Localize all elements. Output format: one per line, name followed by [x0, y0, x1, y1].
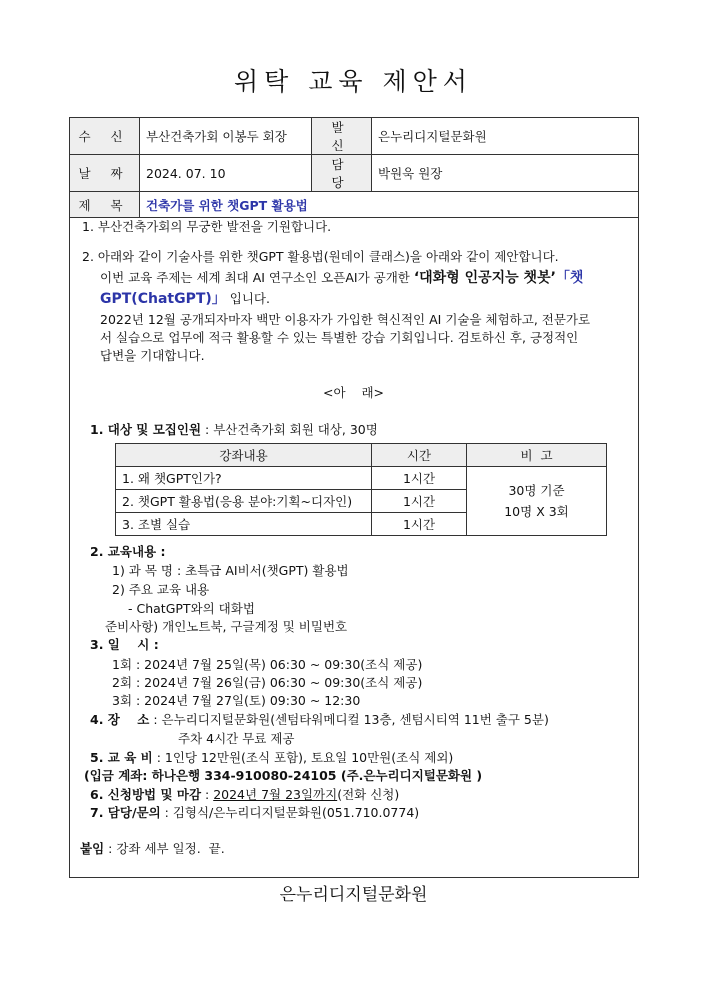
paragraph-1: 1. 부산건축가회의 무궁한 발전을 기원합니다.: [82, 219, 332, 234]
section-6: [90, 785, 399, 804]
section-5-text: : 1인당 12만원(조식 포함), 토요일 10만원(조식 제외): [152, 750, 454, 765]
section-7-text: : 김형식/은누리디지털문화원(051.710.0774): [160, 805, 420, 820]
section-5: [90, 748, 453, 767]
section-3-line-2: 2회 : 2024년 7월 26일(금) 06:30 ~ 09:30(조식 제공): [112, 675, 423, 690]
section-1-label: 1. 대상 및 모집인원: [90, 422, 202, 437]
paragraph-2-line-2: [100, 268, 583, 288]
deadline-date: 2024년 7월 23일까지: [213, 787, 338, 802]
from-value: 은누리디지털문화원: [372, 118, 639, 155]
section-5-label: 5. 교 육 비: [90, 750, 153, 765]
paragraph-2-line-3: [100, 289, 270, 309]
attachment-text: : 강좌 세부 일정. 끝.: [104, 841, 225, 856]
col-header-content: 강좌내용: [116, 444, 372, 467]
note-line-1: 30명 기준: [508, 483, 565, 498]
section-4-label: 4. 장 소: [90, 712, 150, 727]
section-1-text: : 부산건축가회 회원 대상, 30명: [201, 422, 378, 437]
row-content: 3. 조별 실습: [116, 513, 372, 536]
paragraph-2-line-1: 2. 아래와 같이 기술사를 위한 챗GPT 활용법(원데이 클래스)을 아래와 같이 제안합니다.: [82, 249, 559, 264]
row-note: [467, 467, 607, 536]
paragraph-2-line-4: 2022년 12월 공개되자마자 백만 이용자가 가입한 혁신적인 AI 기술을 체험하고, 전문가로: [100, 312, 591, 327]
section-3-line-3: 3회 : 2024년 7월 27일(토) 09:30 ~ 12:30: [112, 693, 361, 708]
section-7-label: 7. 담당/문의: [90, 805, 161, 820]
notice-heading: <아 래>: [323, 385, 384, 400]
section-3-line-1: 1회 : 2024년 7월 25일(목) 06:30 ~ 09:30(조식 제공): [112, 657, 423, 672]
section-2-line-3: - ChatGPT와의 대화법: [128, 601, 255, 616]
subject-label: 제 목: [70, 192, 140, 218]
date-label: 날 짜: [70, 155, 140, 192]
section-2-line-4: 준비사항) 개인노트북, 구글계정 및 비밀번호: [105, 619, 348, 634]
p2-end: 입니다.: [225, 291, 270, 306]
contact-label: 담 당: [312, 155, 372, 192]
bank-account: (입금 계좌: 하나은행 334-910080-24105 (주.은누리디지털문화원 ): [84, 768, 483, 783]
p2-text: 이번 교육 주제는 세계 최대 AI 연구소인 오픈AI가 공개한: [100, 270, 414, 285]
row-content: 1. 왜 챗GPT인가?: [116, 467, 372, 490]
row-time: 1시간: [372, 467, 467, 490]
from-label: 발 신: [312, 118, 372, 155]
section-4-text: : 은누리디지털문화원(센텀타워메디컬 13층, 센텀시티역 11번 출구 5분): [149, 712, 549, 727]
section-6-label: 6. 신청방법 및 마감: [90, 787, 202, 802]
paragraph-2-line-6: 답변을 기대합니다.: [100, 348, 205, 363]
subject-value: 건축가를 위한 챗GPT 활용법: [140, 192, 639, 218]
course-table: [115, 443, 607, 536]
date-value: 2024. 07. 10: [140, 155, 312, 192]
row-content: 2. 챗GPT 활용법(응용 분야:기획~디자인): [116, 490, 372, 513]
section-4: [90, 710, 549, 729]
p2-chatgpt-open: 「챗: [555, 270, 584, 286]
section-7: [90, 803, 419, 822]
footer-organization: 은누리디지털문화원: [279, 885, 428, 905]
section-6-method: (전화 신청): [337, 787, 400, 802]
section-2-label: 2. 교육내용 :: [90, 544, 166, 559]
contact-value: 박원욱 원장: [372, 155, 639, 192]
section-2-line-1: 1) 과 목 명 : 초특급 AI비서(챗GPT) 활용법: [112, 563, 349, 578]
row-time: 1시간: [372, 490, 467, 513]
paragraph-2-line-5: 서 실습으로 업무에 적극 활용할 수 있는 특별한 강습 기회입니다. 검토하신 후, 긍정적인: [100, 330, 579, 345]
row-time: 1시간: [372, 513, 467, 536]
note-line-2: 10명 X 3회: [504, 504, 569, 519]
to-label: 수 신: [70, 118, 140, 155]
section-3-label: 3. 일 시 :: [90, 637, 159, 652]
attachment-label: 붙임: [80, 841, 105, 856]
section-2-line-2: 2) 주요 교육 내용: [112, 582, 210, 597]
document-title: 위탁 교육 제안서: [234, 67, 473, 96]
section-6-sep: :: [201, 787, 214, 802]
section-1: [90, 420, 378, 439]
table-row: [116, 467, 607, 490]
col-header-time: 시간: [372, 444, 467, 467]
section-4-line-2: 주차 4시간 무료 제공: [178, 731, 295, 746]
p2-highlight: ‘대화형 인공지능 챗봇’: [413, 270, 556, 286]
to-value: 부산건축가회 이봉두 회장: [140, 118, 312, 155]
p2-chatgpt-name: GPT(ChatGPT)」: [100, 291, 226, 307]
attachment: [80, 839, 225, 858]
col-header-note: 비 고: [467, 444, 607, 467]
